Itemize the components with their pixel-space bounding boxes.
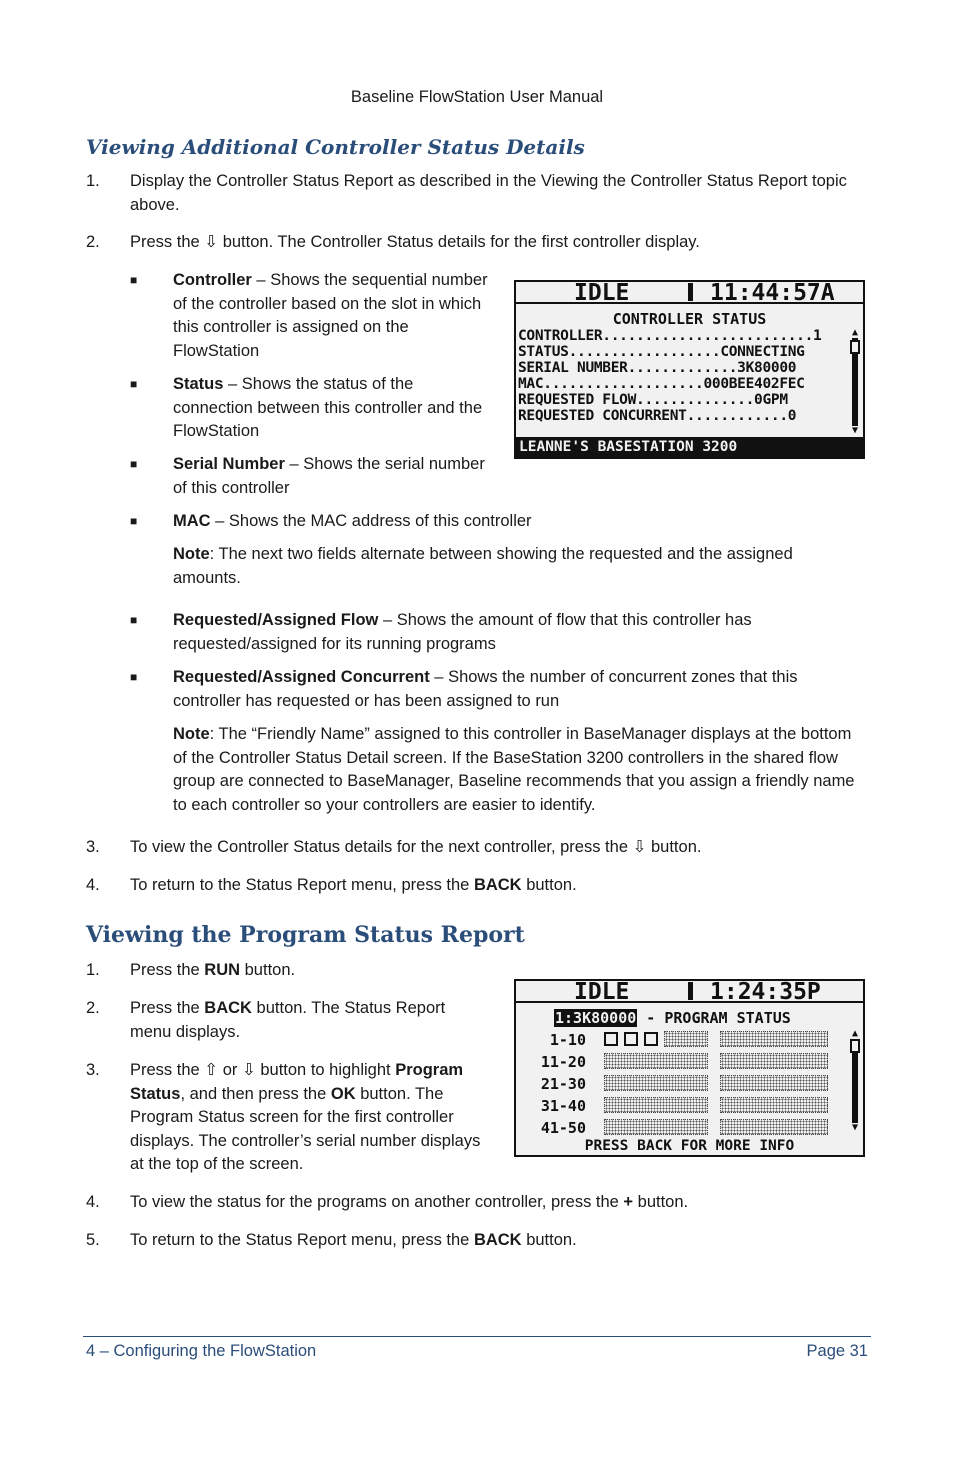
program-box xyxy=(624,1032,638,1046)
bullet-marker: ■ xyxy=(130,273,138,287)
scroll-up-arrow-icon: ▲ xyxy=(851,327,859,338)
lcd-status-text: IDLE xyxy=(574,979,630,1005)
lcd-line-flow: REQUESTED FLOW..............0GPM xyxy=(518,392,788,408)
step-text: Press the BACK button. The Status Report menu displays. xyxy=(130,999,446,1041)
scroll-down-arrow-icon: ▼ xyxy=(851,425,859,436)
step-text: To return to the Status Report menu, press the BACK button. xyxy=(130,1231,577,1249)
scroll-up-arrow-icon: ▲ xyxy=(851,1028,859,1039)
step-number: 4. xyxy=(86,876,100,894)
lcd-program-row-label: 11-20 xyxy=(540,1053,586,1071)
lcd-top-bar xyxy=(516,282,863,304)
footer-page-number: Page 31 xyxy=(806,1342,868,1360)
running-header: Baseline FlowStation User Manual xyxy=(350,88,604,106)
step-number: 3. xyxy=(86,838,100,856)
lcd-footer-instruction: PRESS BACK FOR MORE INFO xyxy=(584,1138,795,1154)
lcd-time-text: 11:44:57A xyxy=(710,280,835,306)
step-text: To view the Controller Status details for the next controller, press the ⇩ button. xyxy=(130,838,702,856)
step-number: 3. xyxy=(86,1061,100,1079)
program-box xyxy=(644,1032,658,1046)
footer-rule xyxy=(83,1336,871,1337)
lcd-serial-highlight: 1:3K80000 xyxy=(555,1009,637,1027)
bullet-marker: ■ xyxy=(130,670,138,684)
bullet-marker: ■ xyxy=(130,457,138,471)
lcd-program-title: - PROGRAM STATUS xyxy=(637,1009,791,1027)
step-text: Press the ⇩ button. The Controller Status details for the first controller display. xyxy=(130,233,700,251)
lcd-line-concurrent: REQUESTED CONCURRENT............0 xyxy=(518,408,797,424)
lcd-program-title-row xyxy=(554,1009,791,1027)
program-status-lcd-screen xyxy=(514,979,865,1157)
lcd-title: CONTROLLER STATUS xyxy=(612,310,767,328)
lcd-program-row-label: 21-30 xyxy=(540,1075,586,1093)
scroll-down-arrow-icon: ▼ xyxy=(851,1122,859,1133)
lcd-top-bar xyxy=(516,981,863,1003)
lcd-line-serial: SERIAL NUMBER.............3K80000 xyxy=(518,360,797,376)
section-heading-program-status: Viewing the Program Status Report xyxy=(86,922,525,948)
bullet-marker: ■ xyxy=(130,514,138,528)
step-number: 4. xyxy=(86,1193,100,1211)
step-number: 1. xyxy=(86,961,100,979)
lcd-line-controller: CONTROLLER.........................1 xyxy=(518,328,822,344)
step-text: Press the ⇧ or ⇩ button to highlight Program Status, and then press the OK button. The Program Status screen for the first controller displays. The controller’s serial number displays at the top of the screen. xyxy=(130,1061,481,1173)
controller-status-lcd-screen xyxy=(514,280,865,459)
bullet-controller: Controller – Shows the sequential number of the controller based on the slot in which this controller is assigned on the FlowStation xyxy=(173,271,488,360)
lcd-program-row-label: 1-10 xyxy=(549,1031,586,1049)
bullet-mac: MAC – Shows the MAC address of this controller xyxy=(173,512,532,530)
bullet-requested-concurrent: Requested/Assigned Concurrent – Shows the number of concurrent zones that this controller has requested or has been assigned to run xyxy=(173,668,798,710)
scrollbar-thumb xyxy=(850,1039,860,1053)
bullet-marker: ■ xyxy=(130,377,138,391)
bullet-marker: ■ xyxy=(130,613,138,627)
lcd-friendly-name-bar: LEANNE'S BASESTATION 3200 xyxy=(516,437,863,457)
step-number: 1. xyxy=(86,172,100,190)
bullet-serial-number: Serial Number – Shows the serial number of this controller xyxy=(173,455,485,497)
step-text: To return to the Status Report menu, press the BACK button. xyxy=(130,876,577,894)
program-box xyxy=(604,1032,618,1046)
step-text: To view the status for the programs on another controller, press the + button. xyxy=(130,1193,689,1211)
step-number: 2. xyxy=(86,233,100,251)
scrollbar-thumb xyxy=(850,340,860,354)
bullet-requested-flow: Requested/Assigned Flow – Shows the amount of flow that this controller has requested/assigned for its running programs xyxy=(173,611,752,653)
lcd-divider xyxy=(688,982,693,1000)
bullet-status: Status – Shows the status of the connection between this controller and the FlowStation xyxy=(173,375,483,440)
lcd-status-text: IDLE xyxy=(574,280,630,306)
step-number: 5. xyxy=(86,1231,100,1249)
note-friendly-name: Note: The “Friendly Name” assigned to this controller in BaseManager displays at the bottom of the Controller Status Detail screen. If the BaseStation 3200 controllers in the shared flow group are connected to BaseManager, Baseline recommends that you assign a friendly name to each controller so your controllers are easier to identify. xyxy=(173,725,855,814)
lcd-program-row-label: 31-40 xyxy=(540,1097,586,1115)
lcd-scrollbar xyxy=(850,328,860,436)
lcd-time-text: 1:24:35P xyxy=(710,979,821,1005)
lcd-divider xyxy=(688,283,693,301)
step-text: Press the RUN button. xyxy=(130,961,296,979)
step-text: Display the Controller Status Report as described in the Viewing the Controller Status Report topic above. xyxy=(130,172,847,214)
section-heading-controller-details: Viewing Additional Controller Status Details xyxy=(86,135,585,159)
lcd-program-row-label: 41-50 xyxy=(540,1119,586,1137)
footer-chapter-title: 4 – Configuring the FlowStation xyxy=(86,1342,317,1360)
lcd-scrollbar xyxy=(850,1029,860,1133)
lcd-line-status: STATUS..................CONNECTING xyxy=(518,344,805,360)
step-number: 2. xyxy=(86,999,100,1017)
lcd-line-mac: MAC...................000BEE402FEC xyxy=(518,376,805,392)
note-alternating-fields: Note: The next two fields alternate between showing the requested and the assigned amounts. xyxy=(173,545,793,587)
